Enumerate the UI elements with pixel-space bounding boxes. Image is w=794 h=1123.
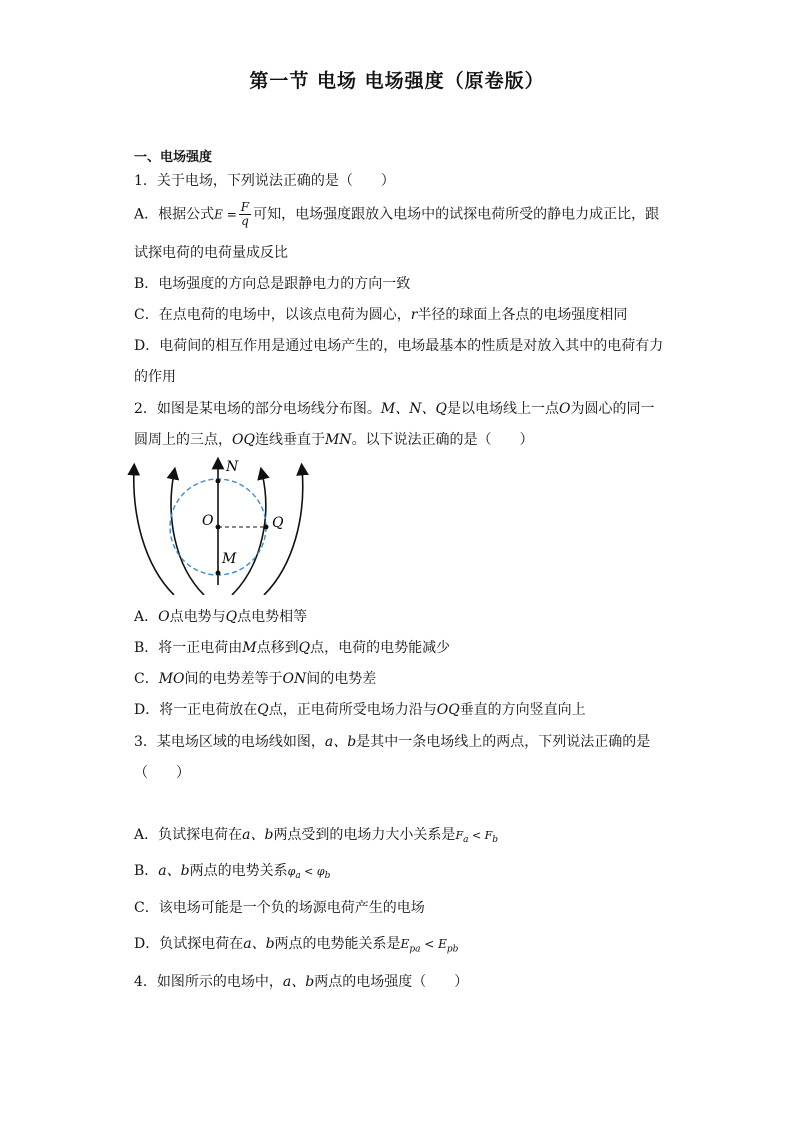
fraction-numerator: F: [240, 200, 250, 214]
field-line-left-outer: [134, 469, 174, 595]
text: 两点的电势关系: [189, 863, 288, 879]
point-m: [216, 571, 221, 576]
page-title: 第一节 电场 电场强度（原卷版）: [249, 70, 545, 92]
field-line-left-inner: [171, 473, 204, 595]
q2-option-b: [134, 639, 450, 657]
q2-option-c: [134, 670, 376, 688]
text: 是其中一条电场线上的两点，下列说法正确的是: [356, 734, 651, 750]
text: C．在点电荷的电场中，以该点电荷为圆心，: [134, 307, 411, 323]
q2-stem-line1: [134, 400, 654, 418]
formula-fraction: [239, 201, 251, 228]
subscript: b: [492, 835, 499, 846]
var: ON: [282, 671, 307, 687]
label-o: O: [202, 513, 214, 529]
var: MN: [324, 432, 352, 448]
text: 垂直的方向竖直向上: [459, 702, 586, 718]
text: 点电势与: [169, 609, 226, 625]
q4-stem: [134, 973, 468, 991]
q1-option-b: B．电场强度的方向总是跟静电力的方向一致: [134, 276, 411, 292]
text: 半径的球面上各点的电场强度相同: [417, 307, 628, 323]
var: OQ: [232, 432, 255, 448]
q2-option-d: [134, 701, 586, 719]
text: 点，正电荷所受电场力沿与: [268, 702, 437, 718]
q3-option-c: C．该电场可能是一个负的场源电荷产生的电场: [134, 900, 425, 916]
var: a、b: [242, 827, 274, 843]
text: B．: [134, 863, 159, 879]
text: C．: [134, 671, 159, 687]
var: E: [400, 937, 410, 951]
var: O: [558, 401, 571, 417]
text: 连线垂直于: [254, 432, 325, 448]
text: 2．如图是某电场的部分电场线分布图。: [134, 401, 381, 417]
var: r: [410, 307, 418, 323]
q1-option-a: [134, 201, 659, 228]
q1-option-d: D．电荷间的相互作用是通过电场产生的，电场最基本的性质是对放入其中的电荷有力: [134, 338, 664, 354]
text: 点，电荷的电势能减少: [310, 640, 451, 656]
fraction-denominator: q: [241, 214, 249, 228]
text: 是以电场线上一点: [446, 401, 559, 417]
text: 两点的电势能关系是: [274, 936, 401, 952]
q1-option-c: [134, 306, 627, 324]
section-heading: 一、电场强度: [134, 150, 213, 165]
point-o: [216, 525, 221, 530]
text: 为圆心的同一: [570, 401, 655, 417]
relation: < F: [468, 829, 493, 842]
var: M、N、Q: [380, 401, 447, 417]
text: B．将一正电荷由: [134, 640, 243, 656]
text: A．: [134, 609, 159, 625]
var: Q: [225, 609, 238, 625]
q1-stem: 1．关于电场，下列说法正确的是（ ）: [134, 173, 395, 189]
text: 。以下说法正确的是（ ）: [351, 432, 534, 448]
var: OQ: [436, 702, 460, 718]
field-line-figure: [124, 455, 314, 595]
label-q: Q: [272, 515, 284, 531]
field-line-right-inner: [232, 473, 266, 595]
var: F: [455, 829, 464, 842]
label-m: M: [222, 551, 237, 567]
text: D．将一正电荷放在: [134, 702, 258, 718]
q3-stem-cont: （ ）: [134, 765, 190, 781]
text: 3．某电场区域的电场线如图，: [134, 734, 325, 750]
text: 点移到: [256, 640, 299, 656]
subscript: a: [295, 871, 301, 882]
text: 4．如图所示的电场中，: [134, 974, 283, 990]
q3-stem: [134, 733, 650, 751]
var: Q: [257, 702, 269, 718]
label-n: N: [226, 459, 239, 475]
var: MO: [158, 671, 185, 687]
text: A．根据公式: [134, 206, 215, 223]
var: a、b: [243, 936, 275, 952]
var: a、b: [158, 863, 190, 879]
text: 圆周上的三点，: [134, 432, 232, 448]
field-line-right-outer: [264, 469, 303, 595]
text: 点电势相等: [237, 609, 308, 625]
var: a、b: [282, 974, 315, 990]
text: A．负试探电荷在: [134, 827, 243, 843]
formula-lhs: E =: [214, 207, 237, 222]
point-q: [264, 525, 269, 530]
relation: < E: [420, 937, 447, 951]
q3-option-b: [134, 862, 330, 885]
q2-stem-line2: [134, 431, 534, 449]
text: D．负试探电荷在: [134, 936, 244, 952]
relation: < φ: [300, 865, 325, 878]
q3-option-a: [134, 826, 498, 849]
q1-option-d-cont: 的作用: [134, 369, 176, 385]
point-n: [216, 479, 221, 484]
text: 两点的电场强度（ ）: [314, 974, 469, 990]
q1-option-a-cont: 试探电荷的电荷量成反比: [134, 245, 288, 261]
var: a、b: [324, 734, 357, 750]
var: M: [242, 640, 257, 656]
text: 两点受到的电场力大小关系是: [273, 827, 456, 843]
subscript: b: [324, 871, 331, 882]
var: φ: [287, 865, 296, 878]
subscript: pb: [446, 944, 459, 955]
text: 可知，电场强度跟放入电场中的试探电荷所受的静电力成正比，跟: [253, 206, 660, 223]
var: Q: [298, 640, 311, 656]
subscript: pa: [409, 944, 421, 955]
text: 间的电势差: [306, 671, 377, 687]
text: 间的电势差等于: [184, 671, 283, 687]
q2-option-a: [134, 608, 307, 626]
q3-option-d: [134, 935, 458, 958]
subscript: a: [463, 835, 469, 846]
var: O: [158, 609, 170, 625]
